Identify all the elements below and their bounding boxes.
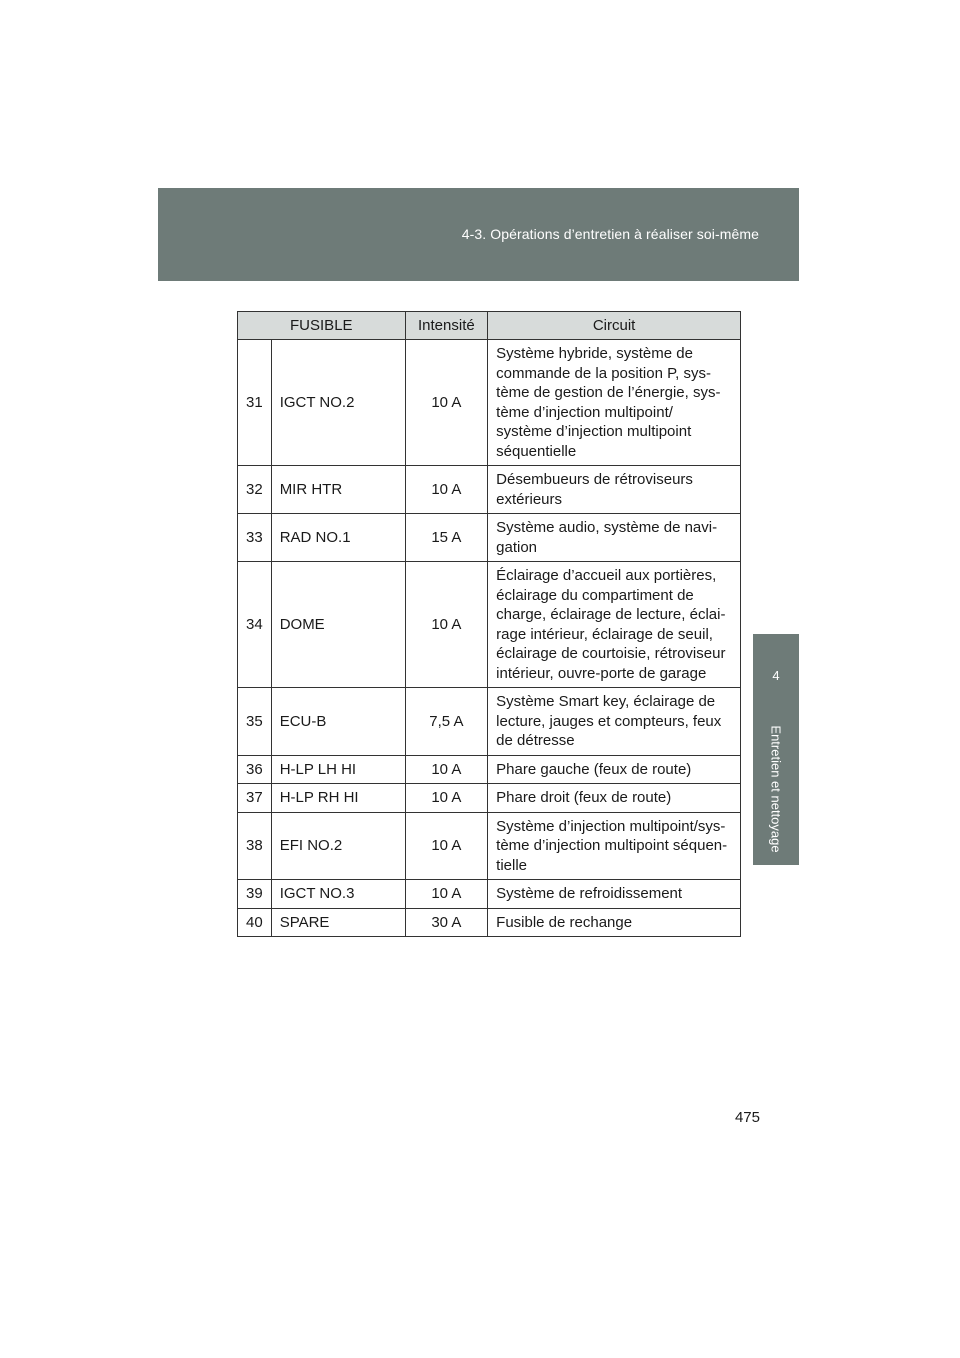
fuse-number-cell: 39 xyxy=(238,880,272,909)
fuse-name-cell: H-LP LH HI xyxy=(271,755,405,784)
fuse-amperage-cell: 10 A xyxy=(405,562,488,688)
column-header-circuit: Circuit xyxy=(488,312,741,340)
section-title: 4-3. Opérations d’entretien à réaliser soi-même xyxy=(461,226,759,242)
table-row xyxy=(238,466,741,514)
fuse-number-cell: 37 xyxy=(238,784,272,813)
table-header-row xyxy=(238,312,741,340)
section-header-band xyxy=(158,188,799,281)
fuse-amperage-cell: 10 A xyxy=(405,880,488,909)
fuse-circuit-cell: Système hybride, système de commande de la position P, sys-tème de gestion de l’énergie, sys-tème d’injection multipoint/ système d’injection multipoint séquentielle xyxy=(488,340,741,466)
fuse-number-cell: 33 xyxy=(238,514,272,562)
side-tab-gap xyxy=(753,281,799,634)
fuse-number-cell: 34 xyxy=(238,562,272,688)
fuse-amperage-cell: 10 A xyxy=(405,466,488,514)
column-header-intensite: Intensité xyxy=(405,312,488,340)
column-header-fusible: FUSIBLE xyxy=(238,312,406,340)
fuse-amperage-cell: 30 A xyxy=(405,908,488,937)
fuse-amperage-cell: 10 A xyxy=(405,340,488,466)
fuse-name-cell: IGCT NO.3 xyxy=(271,880,405,909)
chapter-title: Entretien et nettoyage xyxy=(768,725,784,853)
fuse-amperage-cell: 7,5 A xyxy=(405,688,488,756)
fuse-name-cell: SPARE xyxy=(271,908,405,937)
fuse-number-cell: 36 xyxy=(238,755,272,784)
fuse-circuit-cell: Système audio, système de navi-gation xyxy=(488,514,741,562)
fuse-amperage-cell: 10 A xyxy=(405,812,488,880)
fuse-name-cell: RAD NO.1 xyxy=(271,514,405,562)
fuse-number-cell: 31 xyxy=(238,340,272,466)
fuse-number-cell: 40 xyxy=(238,908,272,937)
table-row xyxy=(238,755,741,784)
table-row xyxy=(238,514,741,562)
fuse-name-cell: DOME xyxy=(271,562,405,688)
chapter-number: 4 xyxy=(753,645,799,707)
table-row xyxy=(238,688,741,756)
fuse-circuit-cell: Phare gauche (feux de route) xyxy=(488,755,741,784)
table-row xyxy=(238,562,741,688)
fuse-number-cell: 32 xyxy=(238,466,272,514)
fuse-circuit-cell: Système de refroidissement xyxy=(488,880,741,909)
fuse-circuit-cell: Éclairage d’accueil aux portières, éclairage du compartiment de charge, éclairage de lecture, éclai-rage intérieur, éclairage de seuil, éclairage de courtoisie, rétroviseur intérieur, ouvre-porte de garage xyxy=(488,562,741,688)
fuse-name-cell: EFI NO.2 xyxy=(271,812,405,880)
fuse-amperage-cell: 10 A xyxy=(405,784,488,813)
fuse-circuit-cell: Système Smart key, éclairage de lecture, jauges et compteurs, feux de détresse xyxy=(488,688,741,756)
fuse-circuit-cell: Système d’injection multipoint/sys-tème d’injection multipoint séquen-tielle xyxy=(488,812,741,880)
table-row xyxy=(238,784,741,813)
fuse-circuit-cell: Fusible de rechange xyxy=(488,908,741,937)
table-row xyxy=(238,340,741,466)
fuse-number-cell: 38 xyxy=(238,812,272,880)
fuse-name-cell: IGCT NO.2 xyxy=(271,340,405,466)
fuse-name-cell: MIR HTR xyxy=(271,466,405,514)
table-row xyxy=(238,812,741,880)
fuse-name-cell: H-LP RH HI xyxy=(271,784,405,813)
fuse-circuit-cell: Phare droit (feux de route) xyxy=(488,784,741,813)
table-row xyxy=(238,908,741,937)
chapter-title-tab xyxy=(753,713,799,865)
fuse-name-cell: ECU-B xyxy=(271,688,405,756)
page-number: 475 xyxy=(734,1109,760,1126)
fuse-amperage-cell: 10 A xyxy=(405,755,488,784)
fuse-circuit-cell: Désembueurs de rétroviseurs extérieurs xyxy=(488,466,741,514)
fuse-number-cell: 35 xyxy=(238,688,272,756)
fuse-amperage-cell: 15 A xyxy=(405,514,488,562)
chapter-side-tab xyxy=(753,281,799,865)
fuse-table xyxy=(237,311,741,937)
table-row xyxy=(238,880,741,909)
table-body xyxy=(238,340,741,937)
